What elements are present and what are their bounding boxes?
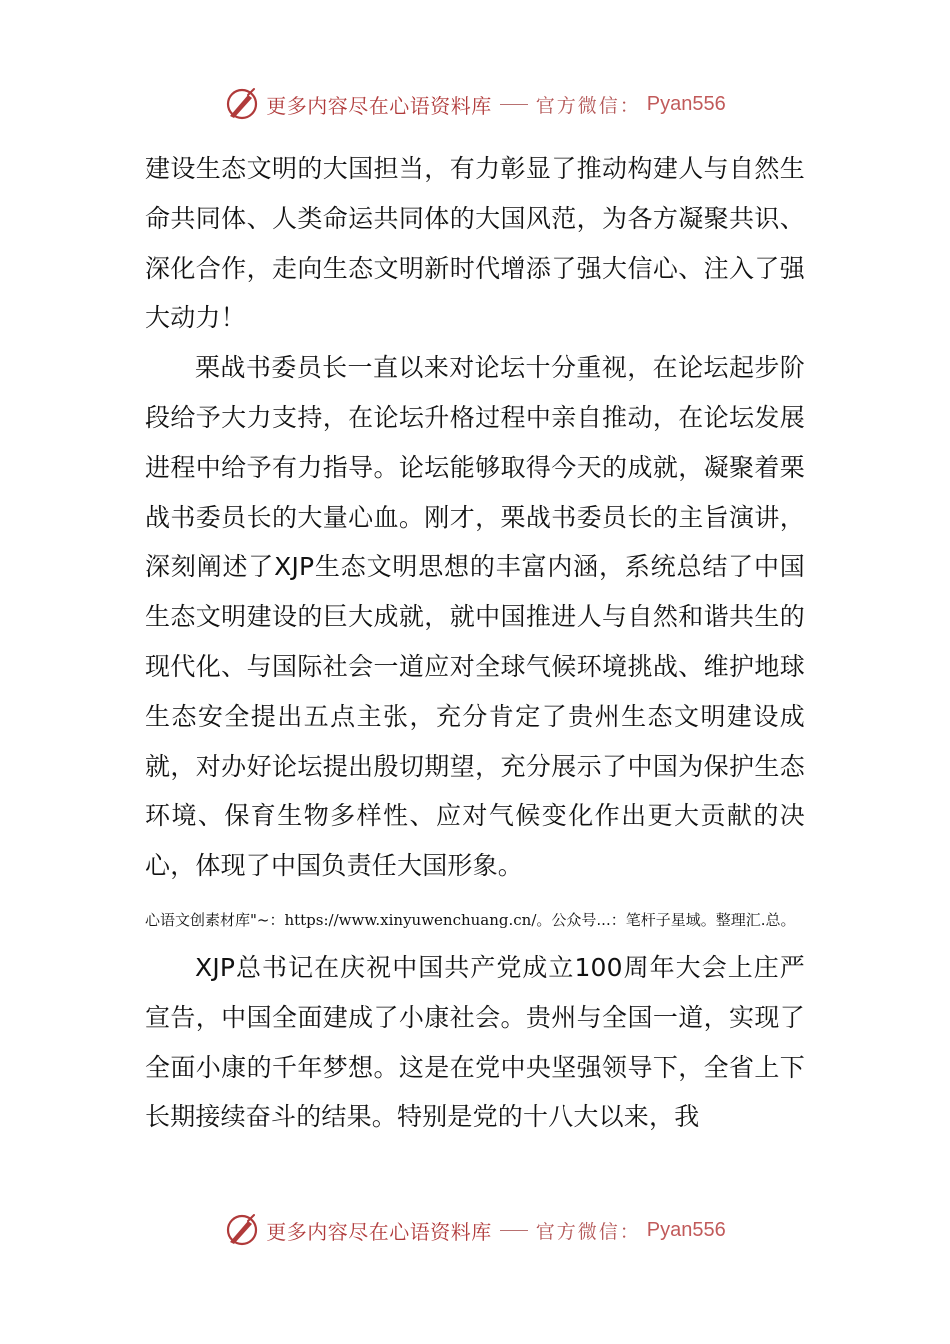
- paragraph-2: 栗战书委员长一直以来对论坛十分重视，在论坛起步阶段给予大力支持，在论坛升格过程中亲自推动，在论坛发展进程中给予有力指导。论坛能够取得今天的成就，凝聚着栗战书委员长的大量心血。刚才，栗战书委员长的主旨演讲，深刻阐述了XJP生态文明思想的丰富内涵，系统总结了中国生态文明建设的巨大成就，就中国推进人与自然和谐共生的现代化、与国际社会一道应对全球气候环境挑战、维护地球生态安全提出五点主张，充分肯定了贵州生态文明建设成就，对办好论坛提出殷切期望，充分展示了中国为保护生态环境、保育生物多样性、应对气候变化作出更大贡献的决心，体现了中国负责任大国形象。: [145, 353, 805, 881]
- brand-text: 更多内容尽在心语资料库: [266, 93, 492, 118]
- document-body: [145, 144, 805, 1142]
- wechat-label: 官方微信：: [535, 1220, 641, 1243]
- divider: [500, 1230, 528, 1231]
- paragraph-3: XJP总书记在庆祝中国共产党成立100周年大会上庄严宣告，中国全面建成了小康社会。贵州与全国一道，实现了全面小康的千年梦想。这是在党中央坚强领导下，全省上下长期接续奋斗的结果。特别是党的十八大以来，我: [145, 952, 805, 1132]
- source-note-prefix: 心语文创素材库"~：: [145, 910, 285, 929]
- header-banner: [0, 82, 950, 126]
- pen-logo-icon: [224, 86, 260, 122]
- pen-logo-icon: [224, 1212, 260, 1248]
- wechat-label: 官方微信：: [535, 94, 641, 117]
- paragraph-1: 建设生态文明的大国担当，有力彰显了推动构建人与自然生命共同体、人类命运共同体的大国风范，为各方凝聚共识、深化合作，走向生态文明新时代增添了强大信心、注入了强大动力！: [145, 154, 805, 333]
- wechat-account: Pyan556: [646, 92, 726, 115]
- footer-banner: [0, 1208, 950, 1252]
- divider: [500, 104, 528, 105]
- wechat-account: Pyan556: [646, 1218, 726, 1241]
- source-url[interactable]: https://www.xinyuwenchuang.cn/: [284, 910, 537, 929]
- brand-text: 更多内容尽在心语资料库: [266, 1219, 492, 1244]
- source-note-suffix: 。公众号...：笔杆子星域。整理汇.总。: [536, 910, 796, 929]
- source-note: [145, 909, 805, 931]
